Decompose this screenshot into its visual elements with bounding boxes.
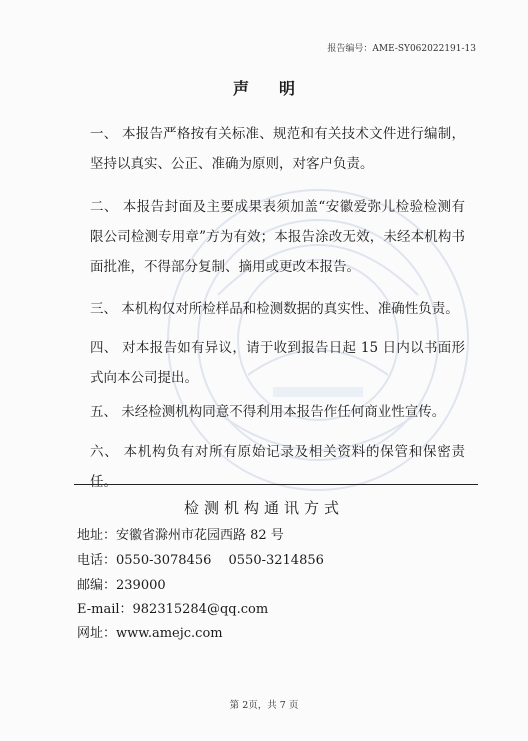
statement-1: 一、 本报告严格按有关标准、规范和有关技术文件进行编制，坚持以真实、公正、准确为原则，对客户负责。 [90, 126, 465, 172]
contact-address: 地址：安徽省滁州市花园西路 82 号 [77, 528, 284, 543]
contact-phone: 电话：0550-3078456 0550-3214856 [77, 553, 324, 568]
statement-4: 四、 对本报告如有异议，请于收到报告日起 15 日内以书面形式向本公司提出。 [90, 340, 465, 386]
statement-2: 二、 本报告封面及主要成果表须加盖“安徽爱弥儿检验检测有限公司检测专用章”方为有效；本报告涂改无效，未经本机构书面批准，不得部分复制、摘用或更改本报告。 [90, 199, 465, 275]
contact-heading: 检测机构通讯方式 [183, 499, 344, 517]
contact-website: 网址：www.amejc.com [77, 626, 223, 641]
contact-email: E-mail：982315284@qq.com [77, 602, 269, 617]
page-footer: 第 2页，共 7 页 [229, 700, 299, 711]
statement-5: 五、 未经检测机构同意不得利用本报告作任何商业性宣传。 [90, 404, 446, 420]
report-number: 报告编号：AME-SY062022191-13 [327, 44, 476, 54]
section-divider [74, 484, 478, 485]
page-title: 声明 [232, 79, 325, 98]
contact-postcode: 邮编：239000 [77, 578, 166, 593]
statement-3: 三、 本机构仅对所检样品和检测数据的真实性、准确性负责。 [90, 301, 459, 317]
statement-6: 六、 本机构负有对所有原始记录及相关资料的保管和保密责任。 [90, 444, 465, 490]
